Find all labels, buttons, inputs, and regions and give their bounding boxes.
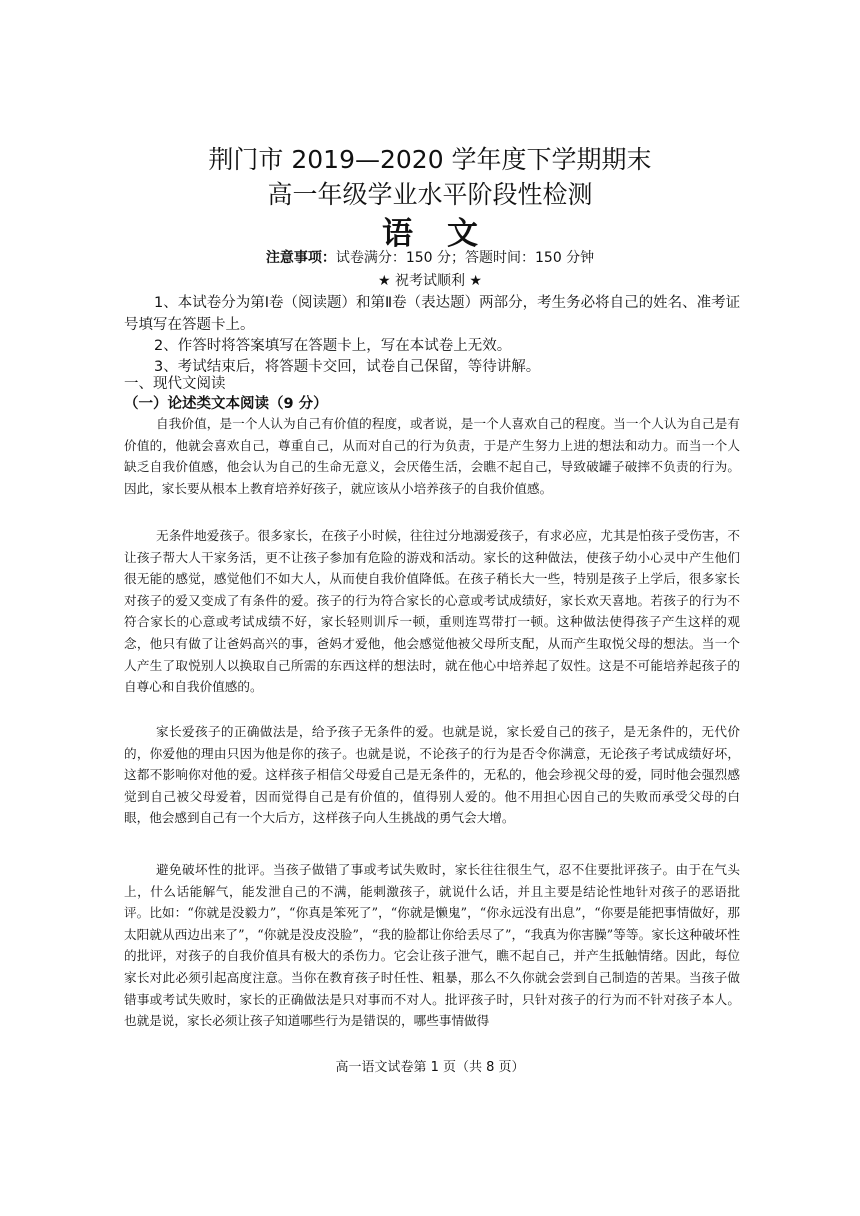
good-luck-line: ★ 祝考试顺利 ★: [377, 273, 482, 289]
passage-paragraph-2: 无条件地爱孩子。很多家长，在孩子小时候，往往过分地溺爱孩子，有求必应，尤其是怕孩子受伤害，不让孩子帮大人干家务活，更不让孩子参加有危险的游戏和活动。家长的这种做法，使孩子幼小心灵中产生他们很无能的感觉，感觉他们不如大人，从而使自我价值降低。在孩子稍长大一些，特别是孩子上学后，很多家长对孩子的爱又变成了有条件的爱。孩子的行为符合家长的心意或考试成绩好，家长欢天喜地。若孩子的行为不符合家长的心意或考试成绩不好，家长轻则训斥一顿，重则连骂带打一顿。这种做法使得孩子产生这样的观念，他只有做了让爸妈高兴的事，爸妈才爱他，他会感觉他被父母所支配，从而产生取悦父母的想法。当一个人产生了取悦别人以换取自己所需的东西这样的想法时，就在他心中培养起了奴性。这是不可能培养起孩子的自尊心和自我价值感的。: [124, 528, 740, 695]
exam-title-line2: 高一年级学业水平阶段性检测: [267, 180, 593, 209]
notice-label: 注意事项：: [265, 250, 336, 266]
passage-paragraph-3: 家长爱孩子的正确做法是，给予孩子无条件的爱。也就是说，家长爱自己的孩子，是无条件的，无代价的，你爱他的理由只因为他是你的孩子。也就是说，不论孩子的行为是否令你满意，无论孩子考试成绩好坏，这都不影响你对他的爱。这样孩子相信父母爱自己是无条件的，无私的，他会珍视父母的爱，同时他会强烈感觉到自己被父母爱着，因而觉得自己是有价值的，值得别人爱的。他不用担心因自己的失败而承受父母的白眼，他会感到自己有一个大后方，这样孩子向人生挑战的勇气会大增。: [124, 724, 740, 826]
passage-paragraph-1: 自我价值，是一个人认为自己有价值的程度，或者说，是一个人喜欢自己的程度。当一个人认为自己是有价值的，他就会喜欢自己，尊重自己，从而对自己的行为负责，于是产生努力上进的想法和动力。而当一个人缺乏自我价值感，他会认为自己的生命无意义，会厌倦生活，会瞧不起自己，导致破罐子破摔不负责的行为。因此，家长要从根本上教育培养好孩子，就应该从小培养孩子的自我价值感。: [124, 416, 740, 496]
passage-paragraph-4: 避免破坏性的批评。当孩子做错了事或考试失败时，家长往往很生气，忍不住要批评孩子。由于在气头上，什么话能解气，能发泄自己的不满，能刺激孩子，就说什么话，并且主要是结论性地针对孩子的恶语批评。比如：“你就是没毅力”，“你真是笨死了”，“你就是懒鬼”，“你永远没有出息”，“你要是能把事情做好，那太阳就从西边出来了”，“你就是没皮没脸”，“我的脸都让你给丢尽了”，“我真为你害臊”等等。家长这种破坏性的批评，对孩子的自我价值具有极大的杀伤力。它会让孩子泄气，瞧不起自己，并产生抵触情绪。因此，每位家长对此必须引起高度注意。当你在教育孩子时任性、粗暴，那么不久你就会尝到自己制造的苦果。当孩子做错事或考试失败时，家长的正确做法是只对事而不对人。批评孩子时，只针对孩子的行为而不针对孩子本人。也就是说，家长必须让孩子知道哪些行为是错误的，哪些事情做得: [124, 862, 740, 1029]
instruction-1: 1、本试卷分为第Ⅰ卷（阅读题）和第Ⅱ卷（表达题）两部分，考生务必将自己的姓名、准考证号填写在答题卡上。: [124, 295, 741, 333]
page-footer: 高一语文试卷第 1 页（共 8 页）: [335, 1060, 525, 1075]
instruction-2: 2、作答时将答案填写在答题卡上，写在本试卷上无效。: [154, 338, 512, 354]
section-heading: 一、现代文阅读: [124, 376, 226, 392]
section-subheading: （一）论述类文本阅读（9 分）: [124, 396, 328, 412]
subject-title: 语文: [382, 216, 512, 252]
exam-title-line1: 荆门市 2019—2020 学年度下学期期末: [208, 145, 652, 174]
notice-line: [0, 247, 860, 267]
instruction-3: 3、考试结束后，将答题卡交回，试卷自己保留，等待讲解。: [154, 359, 541, 375]
notice-text: 试卷满分：150 分；答题时间：150 分钟: [335, 250, 595, 266]
